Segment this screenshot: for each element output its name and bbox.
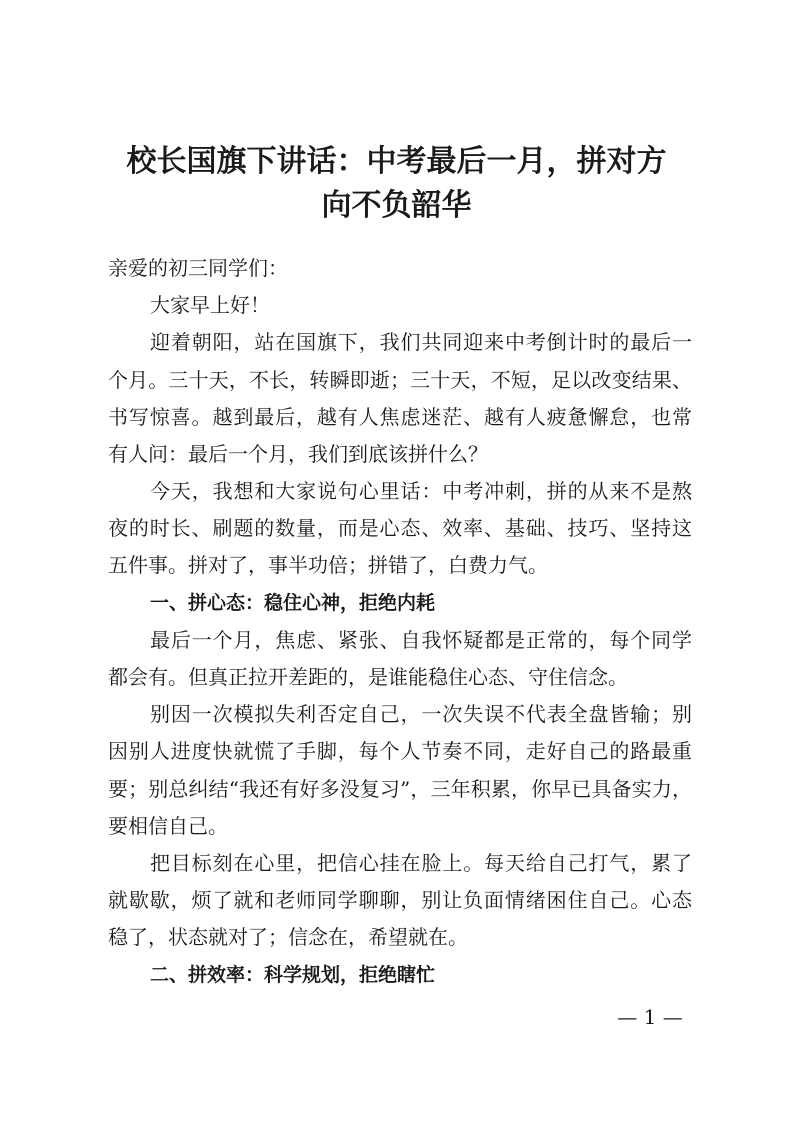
document-title-line-1: 校长国旗下讲话：中考最后一月，拼对方 [126, 144, 667, 179]
paragraph-line: 迎着朝阳，站在国旗下，我们共同迎来中考倒计时的最后一 [150, 330, 692, 354]
paragraph-line: 要相信自己。 [108, 814, 228, 838]
page-number: — 1 — [617, 1005, 683, 1029]
paragraph-line: 别因一次模拟失利否定自己，一次失误不代表全盘皆输；别 [150, 702, 692, 726]
section-heading-2: 二、拼效率：科学规划，拒绝瞎忙 [150, 964, 436, 986]
paragraph-line: 夜的时长、刷题的数量，而是心态、效率、基础、技巧、坚持这 [108, 516, 692, 540]
greeting: 大家早上好！ [150, 293, 270, 317]
paragraph-line: 就歇歇，烦了就和老师同学聊聊，别让负面情绪困住自己。心态 [108, 888, 692, 912]
paragraph-line: 都会有。但真正拉开差距的，是谁能稳住心态、守住信念。 [108, 665, 628, 689]
document-title-line-2: 向不负韶华 [321, 188, 472, 223]
paragraph-line: 要；别总纠结“我还有好多没复习”，三年积累，你早已具备实力， [108, 777, 692, 801]
salutation: 亲爱的初三同学们： [108, 256, 288, 280]
paragraph-line: 今天，我想和大家说句心里话：中考冲刺，拼的从来不是熬 [150, 479, 692, 503]
paragraph-line: 书写惊喜。越到最后，越有人焦虑迷茫、越有人疲惫懈怠，也常 [108, 405, 692, 429]
paragraph-line: 因别人进度快就慌了手脚，每个人节奏不同，走好自己的路最重 [108, 739, 692, 763]
paragraph-line: 五件事。拼对了，事半功倍；拼错了，白费力气。 [108, 553, 548, 577]
paragraph-line: 最后一个月，焦虑、紧张、自我怀疑都是正常的，每个同学 [150, 628, 692, 652]
section-heading-1: 一、拼心态：稳住心神，拒绝内耗 [150, 592, 436, 614]
paragraph-line: 把目标刻在心里，把信心挂在脸上。每天给自己打气，累了 [150, 851, 692, 875]
paragraph-line: 个月。三十天，不长，转瞬即逝；三十天，不短，足以改变结果、 [108, 368, 692, 392]
paragraph-line: 稳了，状态就对了；信念在，希望就在。 [108, 925, 468, 949]
paragraph-line: 有人问：最后一个月，我们到底该拼什么？ [108, 442, 488, 466]
